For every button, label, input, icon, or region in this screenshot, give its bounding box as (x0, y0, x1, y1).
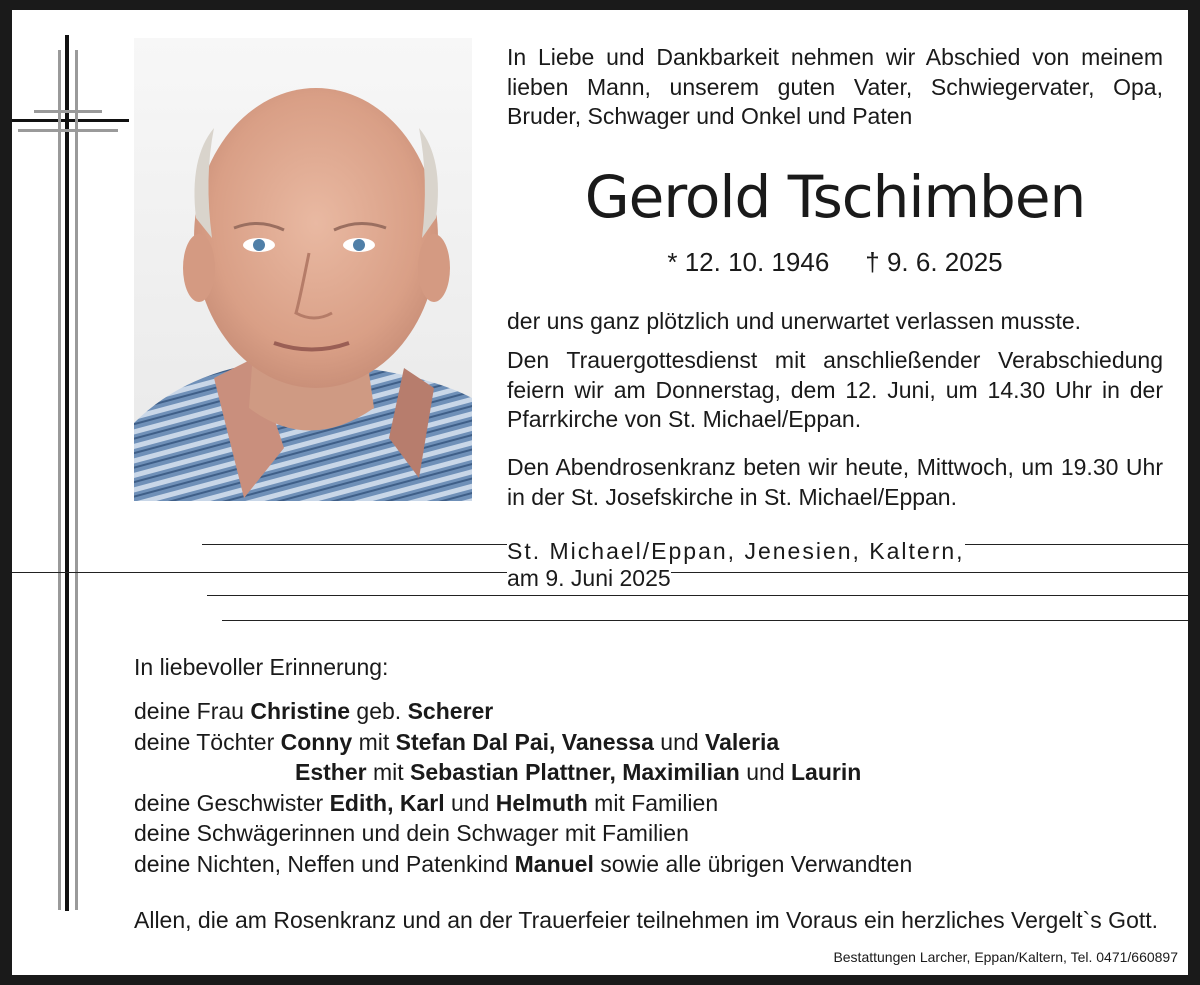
family-line-siblings: deine Geschwister Edith, Karl und Helmuth mit Familien (134, 789, 719, 816)
deceased-name: Gerold Tschimben (584, 163, 1086, 231)
family-line-inlaws: deine Schwägerinnen und dein Schwager mit Familien (134, 820, 689, 846)
service-text: Den Trauergottesdienst mit anschließender Verabschiedung feiern wir am Donnerstag, dem 12. Juni, um 14.30 Uhr in der Pfarrkirche von St. Michael/Eppan. (507, 347, 1163, 432)
obituary-card (12, 10, 1188, 975)
divider-line (222, 620, 1188, 621)
thanks-text: Allen, die am Rosenkranz und an der Trauerfeier teilnehmen im Voraus ein herzliches Vergelt`s Gott. (134, 907, 1159, 933)
undertaker-credit: Bestattungen Larcher, Eppan/Kaltern, Tel. 0471/660897 (827, 948, 1178, 966)
family-line-daughter-esther: Esther mit Sebastian Plattner, Maximilian und Laurin (295, 759, 862, 785)
sudden-text: der uns ganz plötzlich und unerwartet verlassen musste. (507, 308, 1082, 334)
date-line: am 9. Juni 2025 (507, 565, 671, 591)
memory-heading: In liebevoller Erinnerung: (134, 654, 389, 680)
rosary-text: Den Abendrosenkranz beten wir heute, Mittwoch, um 19.30 Uhr in der St. Josefskirche in St. Michael/Eppan. (507, 454, 1163, 510)
family-line-relatives: deine Nichten, Neffen und Patenkind Manuel sowie alle übrigen Verwandten (134, 850, 913, 877)
family-line-wife: deine Frau Christine geb. Scherer (134, 698, 494, 724)
place-line: St. Michael/Eppan, Jenesien, Kaltern, (507, 538, 965, 564)
family-list (134, 696, 912, 879)
death-date: † 9. 6. 2025 (865, 247, 1003, 277)
family-line-daughters: deine Töchter Conny mit Stefan Dal Pai, Vanessa und Valeria (134, 728, 780, 755)
intro-text: In Liebe und Dankbarkeit nehmen wir Abschied von meinem lieben Mann, unserem guten Vater, Schwiegervater, Opa, Bruder, Schwager und Onkel und Paten (507, 44, 1163, 129)
portrait-photo (134, 38, 472, 501)
divider-line (207, 595, 1188, 596)
life-dates (507, 246, 1163, 278)
birth-date: * 12. 10. 1946 (667, 247, 830, 277)
